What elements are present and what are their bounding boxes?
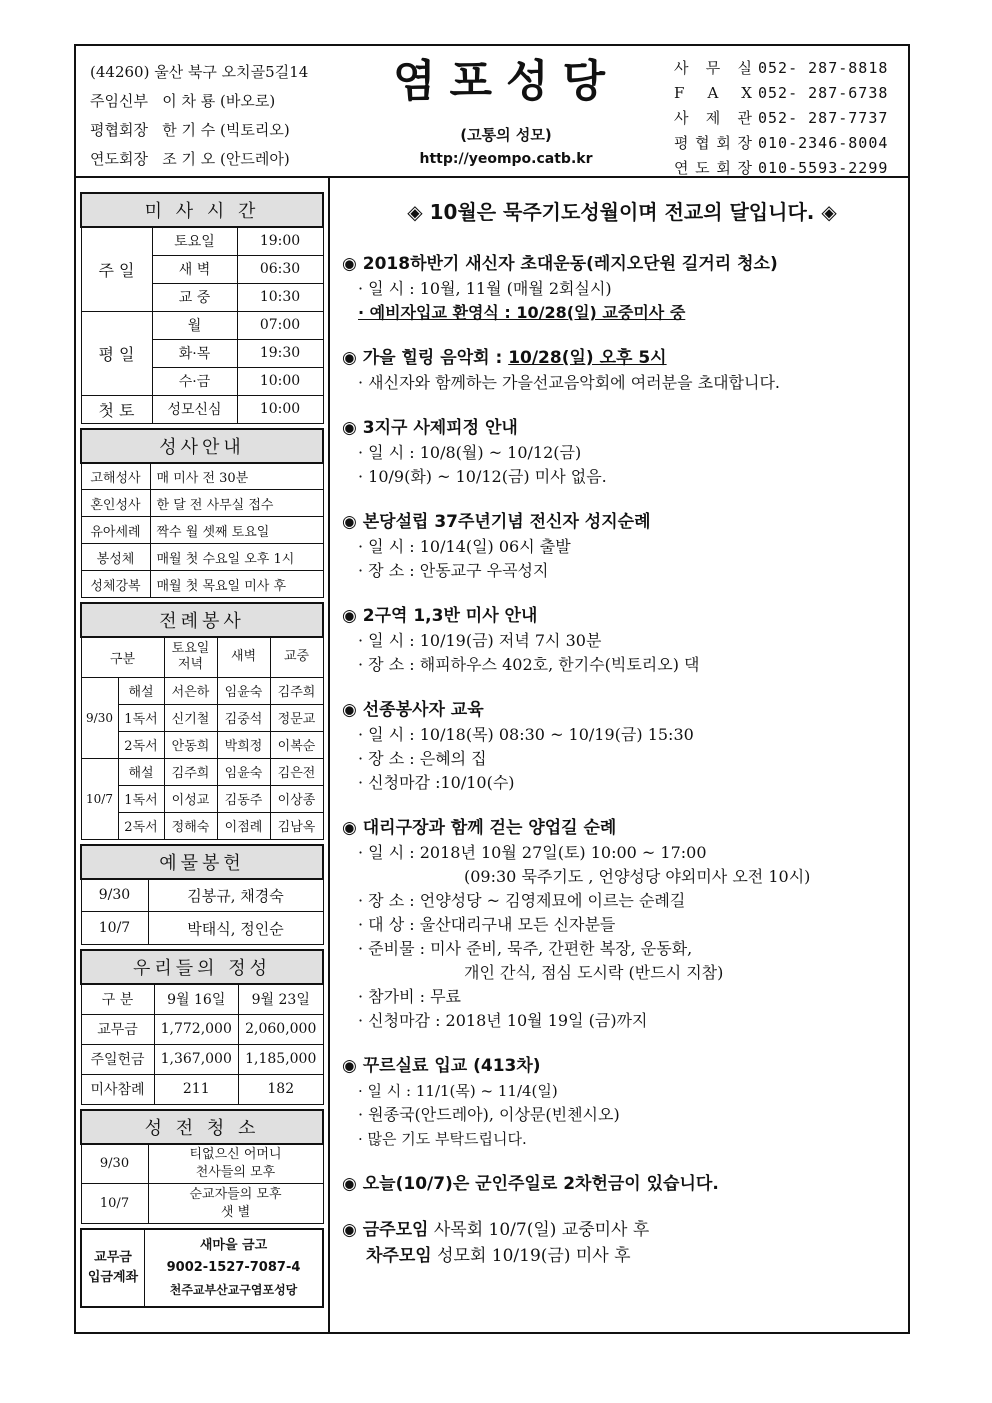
sacrament-name: 봉성체 [81, 544, 150, 571]
notice-title: ◉ 3지구 사제피정 안내 [342, 418, 518, 438]
notice-yangeop-walk [342, 815, 902, 1033]
table-row [81, 731, 323, 758]
mass-time: 19:00 [237, 227, 323, 255]
mass-times-title: 미 사 시 간 [81, 193, 323, 227]
contact-number: 010-5593-2299 [758, 159, 889, 177]
notice-concert [342, 345, 902, 395]
liturgy-name: 임윤숙 [217, 758, 270, 785]
notice-line: · 일 시 : 10/8(월) ~ 10/12(금) [358, 443, 582, 462]
mass-time: 07:00 [237, 311, 323, 339]
pastor-line: 주임신부 이 차 룡 (바오로) [90, 92, 276, 110]
notice-line: · 예비자입교 환영식 : 10/28(일) 교중미사 중 [358, 303, 686, 322]
donation-value: 1,772,000 [154, 1014, 239, 1044]
liturgy-name: 김주희 [270, 677, 323, 704]
liturgy-name: 안동희 [164, 731, 217, 758]
liturgy-table [80, 602, 324, 840]
liturgy-name: 김중석 [217, 704, 270, 731]
sacrament-name: 혼인성사 [81, 490, 150, 517]
mass-day: 수·금 [152, 367, 237, 395]
table-row [81, 1044, 323, 1074]
cleaning-date: 10/7 [81, 1184, 148, 1224]
first-sat-label: 첫 토 [81, 395, 152, 423]
notice-title: ◉ 선종봉사자 교육 [342, 700, 484, 720]
council-line: 평협회장 한 기 수 (빅토리오) [90, 121, 290, 139]
mass-time: 10:00 [237, 395, 323, 423]
table-row [81, 812, 323, 839]
mass-day: 새 벽 [152, 255, 237, 283]
table-row [81, 544, 323, 571]
cleaning-groups: 티없으신 어머니 천사들의 모후 [148, 1144, 323, 1184]
liturgy-title: 전례봉사 [81, 603, 323, 637]
notice-line: (09:30 묵주기도 , 언양성당 야외미사 오전 10시) [464, 867, 811, 886]
notices-column [342, 196, 902, 1289]
notice-pilgrimage [342, 509, 902, 583]
header-title-block [386, 52, 626, 167]
liturgy-role: 해설 [118, 758, 164, 785]
table-row [81, 463, 323, 490]
notice-line: · 일 시 : 10월, 11월 (매월 2회실시) [358, 279, 612, 298]
parish-subtitle: (고통의 성모) [460, 126, 552, 144]
liturgy-header: 새벽 [217, 637, 270, 677]
liturgy-name: 김남옥 [270, 812, 323, 839]
donation-name: 미사참례 [81, 1074, 154, 1104]
liturgy-date: 9/30 [81, 677, 118, 758]
table-row [81, 571, 323, 598]
contact-label: 사 제 관 [674, 109, 752, 127]
contact-number: 052- 287-8818 [758, 59, 889, 77]
notice-line: · 일 시 : 2018년 10월 27일(토) 10:00 ~ 17:00 [358, 843, 707, 862]
notice-line: · 신청마감 :10/10(수) [358, 773, 515, 792]
contact-label: 연 도 회 장 [674, 159, 752, 177]
donation-value: 2,060,000 [239, 1014, 324, 1044]
table-row [81, 984, 323, 1014]
left-column [80, 192, 324, 1312]
donations-header: 9월 23일 [239, 984, 324, 1014]
bulletin-frame [74, 44, 910, 1334]
table-row [81, 785, 323, 812]
sacraments-title: 성사안내 [81, 429, 323, 463]
table-row [81, 1184, 323, 1224]
liturgy-role: 1독서 [118, 704, 164, 731]
notice-cursillo [342, 1053, 902, 1151]
address: (44260) 울산 북구 오치골5길14 [90, 63, 309, 81]
donation-value: 1,367,000 [154, 1044, 239, 1074]
mass-times-table [80, 192, 324, 424]
notice-line: · 장 소 : 안동교구 우곡성지 [358, 561, 549, 580]
notice-line: · 새신자와 함께하는 가을선교음악회에 여러분을 초대합니다. [358, 373, 781, 392]
parish-name: 염포성당 [392, 56, 619, 107]
header-info [90, 58, 308, 174]
offering-names: 김봉규, 채경숙 [148, 879, 323, 912]
notice-title: ◉ 본당설립 37주년기념 전신자 성지순례 [342, 512, 651, 532]
contact-row [674, 106, 888, 131]
table-row [81, 704, 323, 731]
sacrament-name: 유아세례 [81, 517, 150, 544]
liturgy-name: 김동주 [217, 785, 270, 812]
donations-header: 9월 16일 [154, 984, 239, 1014]
notice-line: · 많은 기도 부탁드립니다. [358, 1130, 527, 1148]
table-row [81, 1014, 323, 1044]
table-row [81, 758, 323, 785]
liturgy-header: 구분 [81, 637, 164, 677]
weekday-label: 평 일 [81, 311, 152, 395]
offering-table [80, 844, 324, 946]
liturgy-name: 정문교 [270, 704, 323, 731]
mass-time: 19:30 [237, 339, 323, 367]
notice-line: · 일 시 : 10/14(일) 06시 출발 [358, 537, 571, 556]
liturgy-header: 교중 [270, 637, 323, 677]
donation-name: 주일헌금 [81, 1044, 154, 1074]
contact-number: 052- 287-7737 [758, 109, 889, 127]
sacrament-desc: 매 미사 전 30분 [150, 463, 323, 490]
contact-label: F A X [674, 84, 752, 102]
notice-title: ◉ 대리구장과 함께 걷는 양업길 순례 [342, 818, 617, 838]
header [76, 46, 908, 178]
table-row [81, 637, 323, 677]
yeondo-line: 연도회장 조 기 오 (안드레아) [90, 150, 290, 168]
liturgy-name: 신기철 [164, 704, 217, 731]
liturgy-role: 2독서 [118, 731, 164, 758]
donation-value: 182 [239, 1074, 324, 1104]
mass-day: 성모신심 [152, 395, 237, 423]
offering-title: 예물봉헌 [81, 845, 323, 879]
offering-date: 10/7 [81, 912, 148, 945]
notice-line: 개인 간식, 점심 도시락 (반드시 지참) [464, 963, 724, 982]
table-row [81, 1144, 323, 1184]
sacrament-name: 성체강복 [81, 571, 150, 598]
mass-day: 교 중 [152, 283, 237, 311]
notice-line: · 원종국(안드레아), 이상문(빈첸시오) [358, 1105, 620, 1124]
liturgy-name: 이복순 [270, 731, 323, 758]
mass-day: 월 [152, 311, 237, 339]
notice-line: · 장 소 : 은혜의 집 [358, 749, 487, 768]
cleaning-groups: 순교자들의 모후 샛 별 [148, 1184, 323, 1224]
liturgy-role: 2독서 [118, 812, 164, 839]
mass-day: 토요일 [152, 227, 237, 255]
table-row [81, 490, 323, 517]
mass-time: 06:30 [237, 255, 323, 283]
offering-names: 박태식, 정인순 [148, 912, 323, 945]
account-info: 새마을 금고 9002-1527-7087-4 천주교부산교구염포성당 [145, 1229, 324, 1307]
liturgy-name: 김은전 [270, 758, 323, 785]
notice-title: ◉ 가을 힐링 음악회 : 10/28(일) 오후 5시 [342, 348, 667, 368]
notice-second-collection [342, 1171, 902, 1197]
contact-row [674, 131, 888, 156]
contact-row [674, 56, 888, 81]
donations-header: 구 분 [81, 984, 154, 1014]
notice-title: ◉ 꾸르실료 입교 (413차) [342, 1056, 541, 1076]
notice-line: · 10/9(화) ~ 10/12(금) 미사 없음. [358, 467, 607, 486]
sacraments-table [80, 428, 324, 599]
account-box [80, 1228, 324, 1308]
offering-date: 9/30 [81, 879, 148, 912]
contact-row [674, 156, 888, 181]
liturgy-role: 해설 [118, 677, 164, 704]
notice-line: · 장 소 : 해피하우스 402호, 한기수(빅토리오) 댁 [358, 655, 700, 674]
notice-line: · 일 시 : 10/19(금) 저녁 7시 30분 [358, 631, 602, 650]
notice-volunteer-training [342, 697, 902, 795]
table-row [81, 517, 323, 544]
table-row [81, 1074, 323, 1104]
notice-title: ◉ 2018하반기 새신자 초대운동(레지오단원 길거리 청소) [342, 254, 778, 274]
sacrament-desc: 매월 첫 목요일 미사 후 [150, 571, 323, 598]
mass-time: 10:00 [237, 367, 323, 395]
meeting-this-week: ◉ 금주모임 사목회 10/7(일) 교중미사 후 [342, 1220, 650, 1240]
liturgy-name: 정해숙 [164, 812, 217, 839]
donation-value: 1,185,000 [239, 1044, 324, 1074]
liturgy-name: 이점례 [217, 812, 270, 839]
cleaning-date: 9/30 [81, 1144, 148, 1184]
account-label: 교무금 입금계좌 [81, 1229, 145, 1307]
sacrament-desc: 짝수 월 셋째 토요일 [150, 517, 323, 544]
liturgy-role: 1독서 [118, 785, 164, 812]
mass-time: 10:30 [237, 283, 323, 311]
contacts [674, 56, 888, 181]
notice-line: · 준비물 : 미사 준비, 묵주, 간편한 복장, 운동화, [358, 939, 693, 958]
contact-number: 010-2346-8004 [758, 134, 889, 152]
mass-day: 화·목 [152, 339, 237, 367]
donation-name: 교무금 [81, 1014, 154, 1044]
sacrament-name: 고해성사 [81, 463, 150, 490]
liturgy-name: 서은하 [164, 677, 217, 704]
notice-line: · 참가비 : 무료 [358, 987, 462, 1006]
column-divider [328, 178, 330, 1332]
sacrament-desc: 한 달 전 사무실 접수 [150, 490, 323, 517]
contact-label: 사 무 실 [674, 59, 752, 77]
notice-line: · 일 시 : 10/18(목) 08:30 ~ 10/19(금) 15:30 [358, 725, 694, 744]
table-row [81, 879, 323, 912]
notice-district-mass [342, 603, 902, 677]
donation-value: 211 [154, 1074, 239, 1104]
notice-meetings [342, 1217, 902, 1269]
donations-title: 우리들의 정성 [81, 950, 323, 984]
cleaning-title: 성 전 청 소 [81, 1110, 323, 1144]
notice-title: ◉ 오늘(10/7)은 군인주일로 2차헌금이 있습니다. [342, 1174, 719, 1194]
liturgy-name: 박희정 [217, 731, 270, 758]
liturgy-name: 이상종 [270, 785, 323, 812]
sacrament-desc: 매월 첫 수요일 오후 1시 [150, 544, 323, 571]
liturgy-date: 10/7 [81, 758, 118, 839]
contact-number: 052- 287-6738 [758, 84, 889, 102]
liturgy-name: 임윤숙 [217, 677, 270, 704]
sunday-label: 주 일 [81, 227, 152, 311]
table-row [81, 912, 323, 945]
notice-title: ◉ 2구역 1,3반 미사 안내 [342, 606, 538, 626]
table-row [81, 677, 323, 704]
notice-line: · 일 시 : 11/1(목) ~ 11/4(일) [358, 1082, 558, 1100]
liturgy-name: 김주희 [164, 758, 217, 785]
notice-line: · 신청마감 : 2018년 10월 19일 (금)까지 [358, 1011, 648, 1030]
liturgy-header: 토요일 저녁 [164, 637, 217, 677]
meeting-next-week: 차주모임 성모회 10/19(금) 미사 후 [366, 1246, 631, 1266]
cleaning-table [80, 1109, 324, 1225]
website-link[interactable]: http://yeompo.catb.kr [419, 151, 593, 167]
liturgy-name: 이성교 [164, 785, 217, 812]
notice-new-believers [342, 251, 902, 325]
contact-label: 평 협 회 장 [674, 134, 752, 152]
main-title: ◈ 10월은 묵주기도성월이며 전교의 달입니다. ◈ [407, 200, 837, 224]
notice-retreat [342, 415, 902, 489]
contact-row [674, 81, 888, 106]
notice-line: · 대 상 : 울산대리구내 모든 신자분들 [358, 915, 616, 934]
notice-line: · 장 소 : 언양성당 ~ 김영제묘에 이르는 순례길 [358, 891, 686, 910]
donations-table [80, 949, 324, 1105]
